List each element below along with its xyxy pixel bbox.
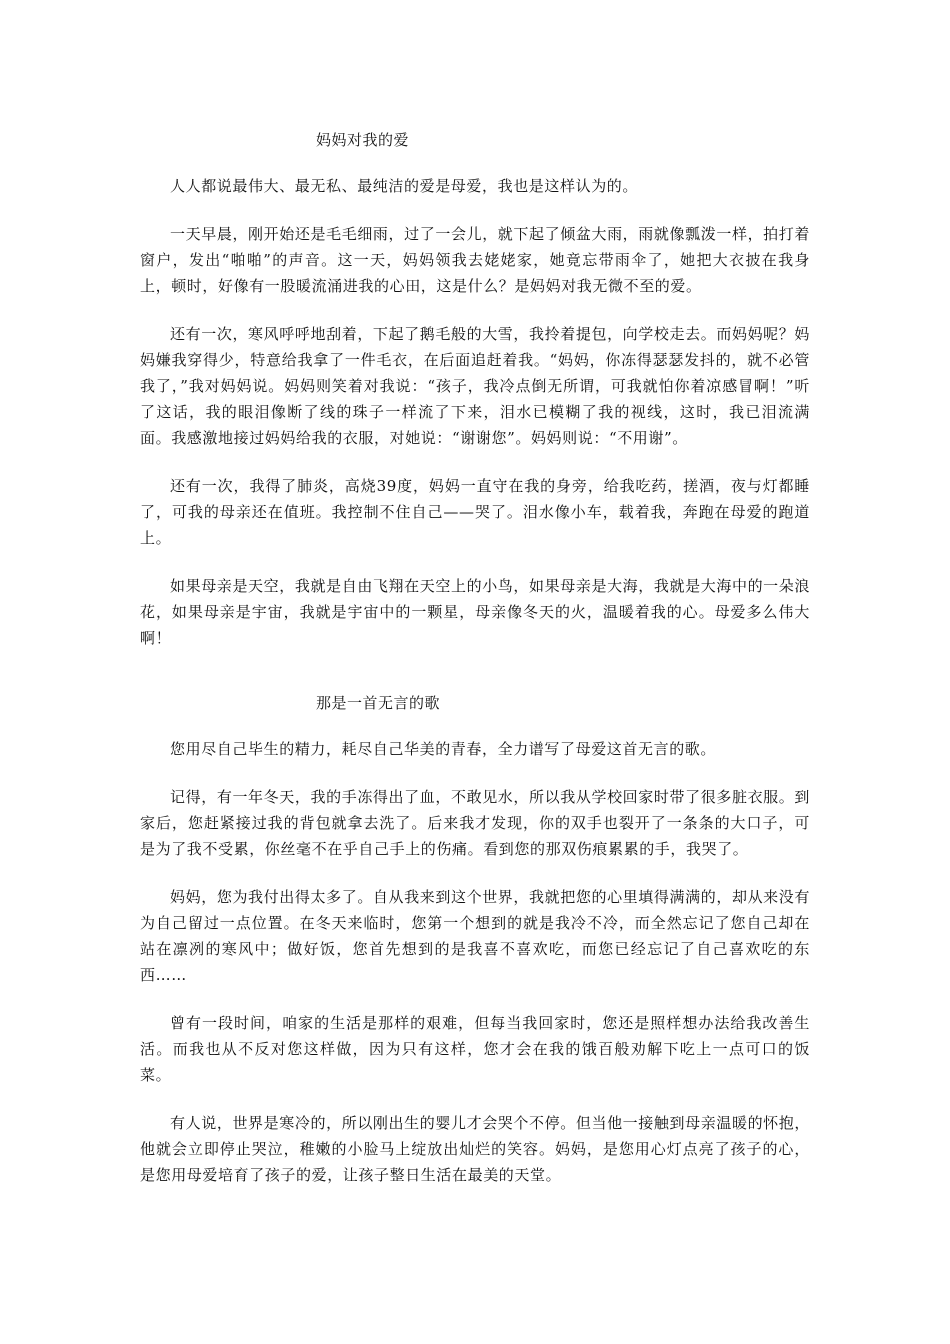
essay-title: 那是一首无言的歌	[316, 694, 441, 712]
essay-paragraph: 有人说，世界是寒冷的，所以刚出生的婴儿才会哭个不停。但当他一接触到母亲温暖的怀抱，他就会立即停止哭泣，稚嫩的小脸马上绽放出灿烂的笑容。妈妈，是您用心灯点亮了孩子的心，是您用母爱培育了孩子的爱，让孩子整日生活在最美的天堂。	[140, 1114, 810, 1184]
essay-paragraph: 还有一次，寒风呼呼地刮着，下起了鹅毛般的大雪，我拎着提包，向学校走去。而妈妈呢？妈妈嫌我穿得少，特意给我拿了一件毛衣，在后面追赶着我。“妈妈，你冻得瑟瑟发抖的，就不必管我了，”我对妈妈说。妈妈则笑着对我说：“孩子，我冷点倒无所谓，可我就怕你着凉感冒啊！”听了这话，我的眼泪像断了线的珠子一样流了下来，泪水已模糊了我的视线，这时，我已泪流满面。我感激地接过妈妈给我的衣服，对她说：“谢谢您”。妈妈则说：“不用谢”。	[140, 325, 810, 447]
essay-paragraph: 曾有一段时间，咱家的生活是那样的艰难，但每当我回家时，您还是照样想办法给我改善生活。而我也从不反对您这样做，因为只有这样，您才会在我的饿百般劝解下吃上一点可口的饭菜。	[140, 1014, 810, 1084]
essay-mom-love	[140, 127, 810, 673]
essay-paragraph: 还有一次，我得了肺炎，高烧39度，妈妈一直守在我的身旁，给我吃药，搓酒，夜与灯都睡了，可我的母亲还在值班。我控制不住自己——哭了。泪水像小车，载着我，奔跑在母爱的跑道上。	[140, 477, 810, 547]
essay-title: 妈妈对我的爱	[316, 131, 410, 149]
essay-silent-song	[140, 690, 810, 1210]
essay-paragraph: 一天早晨，刚开始还是毛毛细雨，过了一会儿，就下起了倾盆大雨，雨就像瓢泼一样，拍打着窗户，发出“啪啪”的声音。这一天，妈妈领我去姥姥家，她竟忘带雨伞了，她把大衣披在我身上，顿时，好像有一股暖流涌进我的心田，这是什么？是妈妈对我无微不至的爱。	[140, 225, 810, 295]
essay-paragraph: 记得，有一年冬天，我的手冻得出了血，不敢见水，所以我从学校回家时带了很多脏衣服。到家后，您赶紧接过我的背包就拿去洗了。后来我才发现，你的双手也裂开了一条条的大口子，可是为了我不受累，你丝毫不在乎自己手上的伤痛。看到您的那双伤痕累累的手，我哭了。	[140, 788, 810, 858]
essay-paragraph: 您用尽自己毕生的精力，耗尽自己华美的青春，全力谱写了母爱这首无言的歌。	[170, 740, 717, 758]
essay-paragraph: 妈妈，您为我付出得太多了。自从我来到这个世界，我就把您的心里填得满满的，却从来没有为自己留过一点位置。在冬天来临时，您第一个想到的就是我冷不冷，而全然忘记了您自己却在站在凛冽的寒风中；做好饭，您首先想到的是我喜不喜欢吃，而您已经忘记了自己喜欢吃的东西……	[140, 888, 810, 984]
essay-paragraph: 如果母亲是天空，我就是自由飞翔在天空上的小鸟，如果母亲是大海，我就是大海中的一朵浪花，如果母亲是宇宙，我就是宇宙中的一颗星，母亲像冬天的火，温暖着我的心。母爱多么伟大啊！	[140, 577, 810, 647]
essay-paragraph: 人人都说最伟大、最无私、最纯洁的爱是母爱，我也是这样认为的。	[170, 177, 639, 195]
